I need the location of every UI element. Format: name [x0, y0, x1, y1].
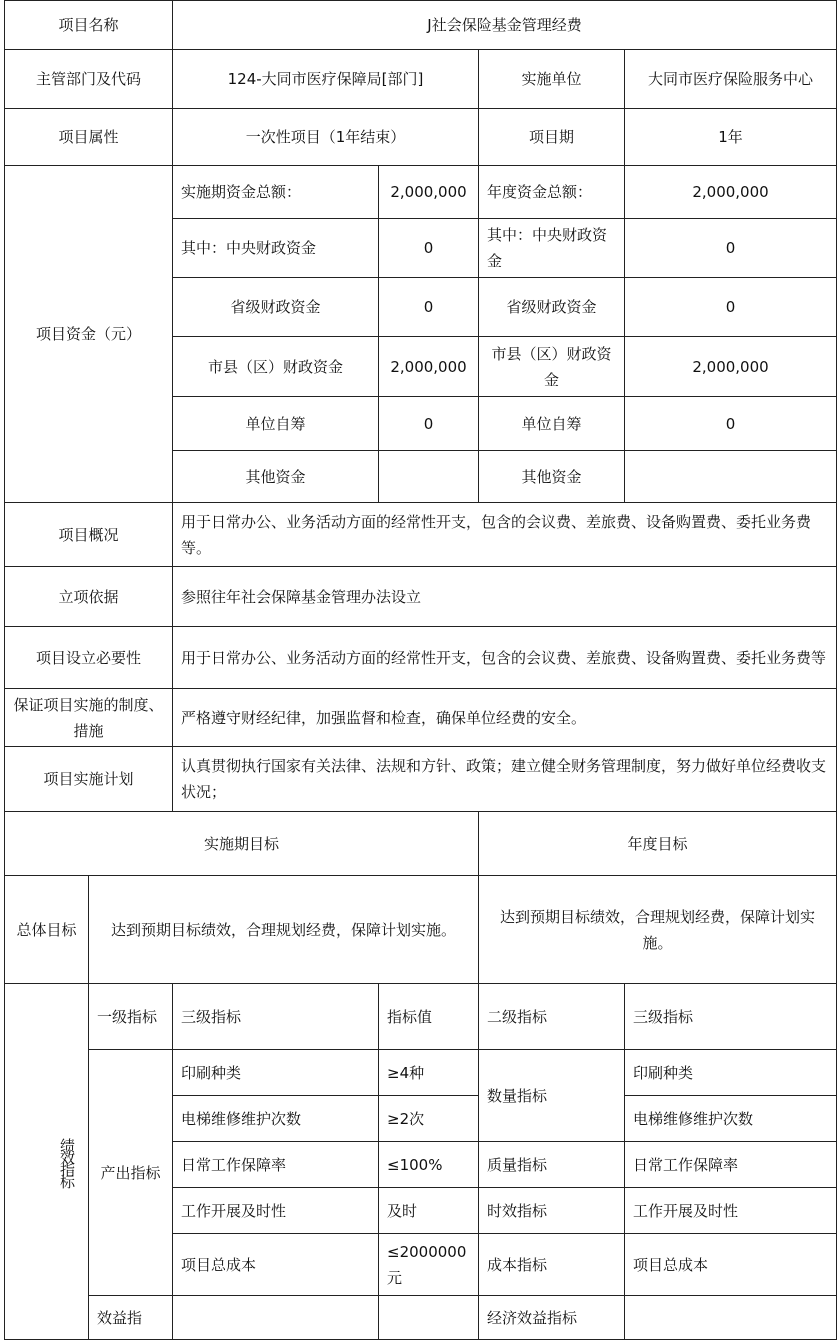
basis-label: 立项依据 — [5, 567, 173, 627]
funds-row-label: 省级财政资金 — [479, 278, 625, 337]
quantity-indicator: 数量指标 — [479, 1050, 625, 1142]
overview-label: 项目概况 — [5, 503, 173, 567]
funds-row-value: 0 — [379, 219, 479, 278]
funds-row-value: 0 — [625, 278, 837, 337]
funds-row-label: 单位自筹 — [173, 397, 379, 451]
cost-indicator: 成本指标 — [479, 1234, 625, 1296]
level1-header: 一级指标 — [89, 984, 173, 1050]
funds-row-label: 市县（区）财政资金 — [479, 337, 625, 397]
indicator-level3-annual: 电梯维修维护次数 — [625, 1096, 837, 1142]
indicator-level3: 日常工作保障率 — [173, 1142, 379, 1188]
funds-row-value — [625, 451, 837, 503]
level3-header-annual: 三级指标 — [625, 984, 837, 1050]
implementation-plan-label: 项目实施计划 — [5, 747, 173, 812]
funds-row-label: 其他资金 — [479, 451, 625, 503]
performance-indicator-label: 绩效指标 — [5, 984, 89, 1340]
indicator-level3: 电梯维修维护次数 — [173, 1096, 379, 1142]
funds-row-label: 其他资金 — [173, 451, 379, 503]
output-indicator-label: 产出指标 — [89, 1050, 173, 1296]
project-budget-table — [4, 0, 837, 1340]
indicator-level3: 项目总成本 — [173, 1234, 379, 1296]
funds-row-label: 单位自筹 — [479, 397, 625, 451]
project-name-label: 项目名称 — [5, 1, 173, 50]
funds-row-value — [379, 451, 479, 503]
funds-row-value: 2,000,000 — [625, 166, 837, 219]
funds-row-label: 市县（区）财政资金 — [173, 337, 379, 397]
economic-benefit-indicator: 经济效益指标 — [479, 1296, 625, 1340]
funds-row-value: 2,000,000 — [379, 166, 479, 219]
indicator-level3-annual: 工作开展及时性 — [625, 1188, 837, 1234]
implementing-unit-label: 实施单位 — [479, 50, 625, 109]
level3-header: 三级指标 — [173, 984, 379, 1050]
timeliness-indicator: 时效指标 — [479, 1188, 625, 1234]
indicator-value-header: 指标值 — [379, 984, 479, 1050]
indicator-value: ≤2000000元 — [379, 1234, 479, 1296]
implementation-plan-value: 认真贯彻执行国家有关法律、法规和方针、政策；建立健全财务管理制度，努力做好单位经费收支状况； — [173, 747, 837, 812]
benefit-indicator-label: 效益指 — [89, 1296, 173, 1340]
project-attribute-value: 一次性项目（1年结束） — [173, 109, 479, 166]
overall-goal-label: 总体目标 — [5, 876, 89, 984]
funds-row-value: 0 — [379, 278, 479, 337]
project-attribute-label: 项目属性 — [5, 109, 173, 166]
indicator-level3-annual: 项目总成本 — [625, 1234, 837, 1296]
indicator-value: ≥4种 — [379, 1050, 479, 1096]
funds-row-label: 其中：中央财政资金 — [173, 219, 379, 278]
funds-row-value: 2,000,000 — [625, 337, 837, 397]
indicator-value: 及时 — [379, 1188, 479, 1234]
necessity-label: 项目设立必要性 — [5, 627, 173, 689]
indicator-level3: 印刷种类 — [173, 1050, 379, 1096]
benefit-level3-empty — [173, 1296, 379, 1340]
indicator-value: ≥2次 — [379, 1096, 479, 1142]
funds-row-value: 2,000,000 — [379, 337, 479, 397]
indicator-level3-annual: 印刷种类 — [625, 1050, 837, 1096]
quality-indicator: 质量指标 — [479, 1142, 625, 1188]
annual-goal-value: 达到预期目标绩效，合理规划经费，保障计划实施。 — [479, 876, 837, 984]
necessity-value: 用于日常办公、业务活动方面的经常性开支，包含的会议费、差旅费、设备购置费、委托业务费等 — [173, 627, 837, 689]
indicator-level3-annual: 日常工作保障率 — [625, 1142, 837, 1188]
funds-row-value: 0 — [625, 219, 837, 278]
benefit-value-empty — [379, 1296, 479, 1340]
project-funds-label: 项目资金（元） — [5, 166, 173, 503]
measures-value: 严格遵守财经纪律，加强监督和检查，确保单位经费的安全。 — [173, 689, 837, 747]
project-period-label: 项目期 — [479, 109, 625, 166]
funds-row-label: 年度资金总额： — [479, 166, 625, 219]
period-goal-value: 达到预期目标绩效，合理规划经费，保障计划实施。 — [89, 876, 479, 984]
period-goal-header: 实施期目标 — [5, 812, 479, 876]
funds-row-value: 0 — [625, 397, 837, 451]
funds-row-label: 省级财政资金 — [173, 278, 379, 337]
indicator-level3: 工作开展及时性 — [173, 1188, 379, 1234]
department-value: 124-大同市医疗保障局[部门] — [173, 50, 479, 109]
project-name-value: J社会保险基金管理经费 — [173, 1, 837, 50]
funds-row-label: 其中：中央财政资金 — [479, 219, 625, 278]
measures-label: 保证项目实施的制度、措施 — [5, 689, 173, 747]
project-period-value: 1年 — [625, 109, 837, 166]
benefit-level3-annual-empty — [625, 1296, 837, 1340]
indicator-value: ≤100% — [379, 1142, 479, 1188]
level2-header: 二级指标 — [479, 984, 625, 1050]
funds-row-value: 0 — [379, 397, 479, 451]
funds-row-label: 实施期资金总额： — [173, 166, 379, 219]
implementing-unit-value: 大同市医疗保险服务中心 — [625, 50, 837, 109]
overview-value: 用于日常办公、业务活动方面的经常性开支，包含的会议费、差旅费、设备购置费、委托业务费等。 — [173, 503, 837, 567]
annual-goal-header: 年度目标 — [479, 812, 837, 876]
basis-value: 参照往年社会保障基金管理办法设立 — [173, 567, 837, 627]
department-label: 主管部门及代码 — [5, 50, 173, 109]
